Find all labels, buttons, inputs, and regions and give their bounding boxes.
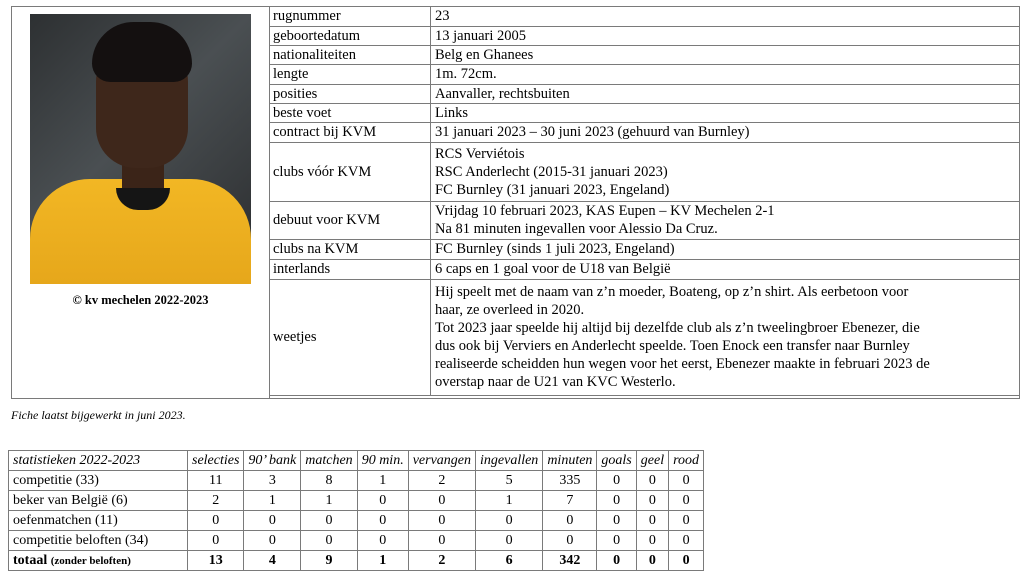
profile-row — [269, 26, 1019, 45]
stats-row-label-text: beker van België (6) — [13, 492, 128, 508]
stats-header-cell: matchen — [301, 451, 357, 471]
stats-cell: 0 — [244, 511, 301, 531]
profile-value-line: Belg en Ghanees — [435, 46, 534, 63]
profile-key: nationaliteiten — [269, 45, 431, 64]
stats-cell: 0 — [636, 511, 668, 531]
stats-cell: 0 — [408, 491, 475, 511]
stats-cell: 0 — [244, 531, 301, 551]
profile-value-line: RSC Anderlecht (2015-31 januari 2023) — [435, 163, 668, 180]
profile-key: beste voet — [269, 103, 431, 122]
stats-cell: 0 — [597, 471, 636, 491]
stats-cell: 0 — [543, 531, 597, 551]
stats-cell: 1 — [357, 551, 408, 571]
stats-row — [9, 471, 704, 491]
stats-total-row — [9, 551, 704, 571]
profile-value — [431, 64, 1020, 84]
stats-cell: 0 — [476, 531, 543, 551]
stats-cell: 2 — [408, 551, 475, 571]
stats-row-label-text: competitie beloften (34) — [13, 532, 149, 548]
stats-cell: 2 — [408, 471, 475, 491]
profile-value — [431, 279, 1020, 395]
stats-header-cell: geel — [636, 451, 668, 471]
stats-header-cell: 90 min. — [357, 451, 408, 471]
profile-row — [269, 84, 1019, 103]
stats-cell: 4 — [244, 551, 301, 571]
stats-total-note: (zonder beloften) — [50, 554, 131, 567]
profile-key: clubs vóór KVM — [269, 142, 431, 201]
stats-cell: 0 — [408, 511, 475, 531]
profile-key: debuut voor KVM — [269, 201, 431, 239]
stats-cell: 2 — [188, 491, 244, 511]
profile-key: weetjes — [269, 279, 431, 395]
stats-cell: 9 — [301, 551, 357, 571]
profile-value-line: 23 — [435, 8, 450, 25]
profile-row — [269, 45, 1019, 64]
profile-value-line: FC Burnley (31 januari 2023, Engeland) — [435, 181, 670, 198]
profile-key: contract bij KVM — [269, 122, 431, 142]
stats-row-label — [9, 491, 188, 511]
player-card — [11, 6, 1020, 399]
profile-row — [269, 7, 1019, 26]
profile-row — [269, 279, 1019, 395]
profile-value-line: realiseerde scheidden hun wegen voor het eerst, Ebenezer maakte in februari 2023 de — [435, 356, 930, 372]
stats-cell: 0 — [543, 511, 597, 531]
profile-value — [431, 259, 1020, 279]
stats-table — [8, 450, 704, 571]
stats-row-label — [9, 471, 188, 491]
profile-key: lengte — [269, 64, 431, 84]
stats-cell: 13 — [188, 551, 244, 571]
profile-table — [269, 7, 1019, 396]
stats-row — [9, 511, 704, 531]
stats-header-row — [9, 451, 704, 471]
profile-value — [431, 122, 1020, 142]
profile-value — [431, 201, 1020, 239]
profile-value-line: 13 januari 2005 — [435, 27, 527, 44]
profile-row — [269, 259, 1019, 279]
profile-key: posities — [269, 84, 431, 103]
profile-row — [269, 201, 1019, 239]
player-photo — [30, 14, 251, 284]
stats-row-label — [9, 531, 188, 551]
profile-key: clubs na KVM — [269, 239, 431, 259]
stats-cell: 0 — [597, 531, 636, 551]
stats-cell: 1 — [301, 491, 357, 511]
stats-cell: 0 — [669, 551, 704, 571]
stats-cell: 0 — [636, 491, 668, 511]
stats-cell: 0 — [597, 551, 636, 571]
profile-value — [431, 103, 1020, 122]
stats-row-label — [9, 511, 188, 531]
stats-cell: 7 — [543, 491, 597, 511]
stats-cell: 0 — [597, 511, 636, 531]
stats-header-cell: rood — [669, 451, 704, 471]
profile-value — [431, 45, 1020, 64]
stats-cell: 0 — [636, 471, 668, 491]
stats-cell: 0 — [669, 491, 704, 511]
stats-cell: 0 — [188, 531, 244, 551]
stats-header-cell: vervangen — [408, 451, 475, 471]
stats-cell: 3 — [244, 471, 301, 491]
stats-header-cell: 90’ bank — [244, 451, 301, 471]
profile-value-line: Hij speelt met de naam van z’n moeder, Boateng, op z’n shirt. Als eerbetoon voor — [435, 284, 909, 300]
stats-header-cell: selecties — [188, 451, 244, 471]
profile-value-line: Na 81 minuten ingevallen voor Alessio Da Cruz. — [435, 221, 718, 237]
profile-value-line: 31 januari 2023 – 30 juni 2023 (gehuurd van Burnley) — [435, 124, 750, 140]
stats-row-label-text: totaal — [13, 552, 48, 568]
stats-cell: 0 — [301, 531, 357, 551]
profile-key: geboortedatum — [269, 26, 431, 45]
stats-row-label-text: oefenmatchen (11) — [13, 512, 118, 528]
stats-cell: 0 — [301, 511, 357, 531]
profile-value-line: Aanvaller, rechtsbuiten — [435, 85, 570, 102]
profile-value — [431, 239, 1020, 259]
profile-value-line: overstap naar de U21 van KVC Westerlo. — [435, 374, 676, 390]
stats-cell: 6 — [476, 551, 543, 571]
stats-cell: 1 — [357, 471, 408, 491]
profile-value — [431, 26, 1020, 45]
profile-row — [269, 142, 1019, 201]
stats-cell: 0 — [669, 471, 704, 491]
profile-key: interlands — [269, 259, 431, 279]
update-note: Fiche laatst bijgewerkt in juni 2023. — [11, 408, 186, 422]
stats-cell: 1 — [244, 491, 301, 511]
stats-cell: 0 — [357, 491, 408, 511]
stats-cell: 342 — [543, 551, 597, 571]
profile-value-line: 1m. 72cm. — [435, 66, 497, 82]
stats-header-cell: statistieken 2022-2023 — [9, 451, 188, 471]
stats-cell: 11 — [188, 471, 244, 491]
profile-row — [269, 239, 1019, 259]
stats-row — [9, 491, 704, 511]
stats-cell: 8 — [301, 471, 357, 491]
stats-cell: 0 — [408, 531, 475, 551]
profile-value-line: RCS Verviétois — [435, 145, 525, 162]
profile-value — [431, 84, 1020, 103]
profile-row — [269, 103, 1019, 122]
profile-value-line: Links — [435, 104, 469, 121]
stats-row-label-text: competitie (33) — [13, 472, 99, 488]
stats-header-cell: ingevallen — [476, 451, 543, 471]
stats-cell: 0 — [636, 531, 668, 551]
profile-value-line: dus ook bij Verviers en Anderlecht speelde. Toen Enock een transfer naar Burnley — [435, 338, 910, 354]
profile-value-line: FC Burnley (sinds 1 juli 2023, Engeland) — [435, 241, 675, 257]
stats-cell: 0 — [188, 511, 244, 531]
stats-cell: 0 — [636, 551, 668, 571]
profile-value — [431, 142, 1020, 201]
stats-cell: 0 — [357, 531, 408, 551]
photo-cell — [12, 7, 270, 398]
profile-value-line: Vrijdag 10 februari 2023, KAS Eupen – KV Mechelen 2-1 — [435, 203, 775, 219]
stats-cell: 0 — [597, 491, 636, 511]
profile-value — [431, 7, 1020, 26]
hair-shape — [92, 22, 192, 82]
stats-row — [9, 531, 704, 551]
photo-caption: © kv mechelen 2022-2023 — [72, 293, 209, 307]
stats-cell: 0 — [357, 511, 408, 531]
stats-cell: 0 — [669, 511, 704, 531]
stats-cell: 5 — [476, 471, 543, 491]
stats-cell: 0 — [476, 511, 543, 531]
stats-cell: 335 — [543, 471, 597, 491]
profile-value-line: haar, ze overleed in 2020. — [435, 302, 585, 318]
stats-header-cell: minuten — [543, 451, 597, 471]
stats-row-label — [9, 551, 188, 571]
profile-row — [269, 122, 1019, 142]
stats-cell: 1 — [476, 491, 543, 511]
profile-value-line: 6 caps en 1 goal voor de U18 van België — [435, 261, 671, 277]
stats-header-cell: goals — [597, 451, 636, 471]
profile-key: rugnummer — [269, 7, 431, 26]
profile-row — [269, 64, 1019, 84]
stats-cell: 0 — [669, 531, 704, 551]
profile-value-line: Tot 2023 jaar speelde hij altijd bij dezelfde club als z’n tweelingbroer Ebenezer, die — [435, 320, 920, 336]
